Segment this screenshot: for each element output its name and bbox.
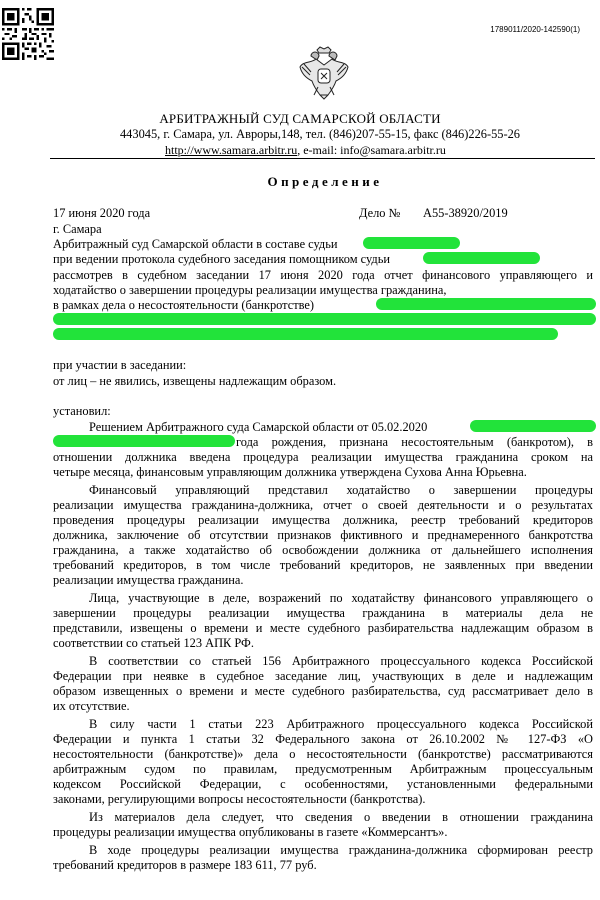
document-title: Определение [267, 174, 383, 189]
decision-date: 17 июня 2020 года [53, 206, 151, 220]
email-separator: , e-mail: [297, 143, 341, 157]
email-address[interactable]: info@samara.arbitr.ru [340, 143, 446, 157]
body-line: Лица, участвующие в деле, возражений по ходатайству финансового управляющего о [89, 591, 593, 605]
body-line: образом извещенных о времени и месте судебного разбирательства, суд рассматривает дело в [53, 684, 593, 698]
body-line: В соответствии со статьей 156 Арбитражного процессуального кодекса Российской [89, 654, 593, 668]
header-divider [50, 158, 595, 159]
body-line: кодексом Российской Федерации, с особенностями, установленными федеральными [53, 777, 593, 791]
redaction [376, 298, 596, 310]
body-line: ходатайство о завершении процедуры реализации имущества гражданина, [53, 283, 447, 297]
redaction [53, 313, 596, 325]
case-label: Дело № [359, 206, 401, 220]
body-line: завершении процедуры реализации имущества гражданина в материалы дела не [53, 606, 593, 620]
body-line: Федерации и пункта 1 статьи 32 Федерального закона от 26.10.2002 № 127-ФЗ «О [53, 732, 593, 746]
redaction [363, 237, 460, 249]
contact-line [165, 143, 446, 158]
body-line: Финансовый управляющий представил ходатайство о завершении процедуры [89, 483, 593, 497]
body-line: реализации имущества гражданина. [53, 573, 244, 587]
body-line: проведения процедуры реализации имущества должника, реестр требований кредиторов [53, 513, 593, 527]
body-line: Федерации при неявке в судебное заседание лиц, участвующих в деле и надлежащим [53, 669, 593, 683]
body-line: отношении должника введена процедура реализации имущества гражданина сроком на [53, 450, 593, 464]
body-line: их отсутствие. [53, 699, 130, 713]
body-line: законами, регулирующими вопросы несостоятельности (банкротства). [53, 792, 426, 806]
body-line: в рамках дела о несостоятельности (банкротстве) [53, 298, 315, 312]
redaction [470, 420, 596, 432]
case-number: А55-38920/2019 [423, 206, 508, 220]
redaction [423, 252, 540, 264]
established-heading: установил: [53, 404, 111, 418]
website-link[interactable]: http://www.samara.arbitr.ru [165, 143, 298, 157]
body-line: должника, заключение об отсутствии признаков фиктивного и преднамеренного банкротства [53, 528, 593, 542]
body-line: арбитражным судом по правилам, предусмотренным Арбитражным процессуальным [53, 762, 593, 776]
body-line: гражданина, а также ходатайство об освобождении должника от дальнейшего исполнения [53, 543, 593, 557]
body-line: требований кредиторов в размере 183 611, 77 руб. [53, 858, 317, 872]
redaction [53, 435, 235, 447]
body-line: представили, извещены о времени и месте судебного разбирательства надлежащим образом в [53, 621, 593, 635]
attendance-line: при участии в заседании: [53, 358, 187, 372]
coat-of-arms-icon [298, 45, 350, 101]
body-line: требований кредиторов, в том числе требований кредиторов, не заявленных при введении [53, 558, 593, 572]
body-line: Решением Арбитражного суда Самарской области от 05.02.2020 [89, 420, 428, 434]
court-name: АРБИТРАЖНЫЙ СУД САМАРСКОЙ ОБЛАСТИ [159, 111, 441, 126]
clerk-line: при ведении протокола судебного заседания помощником судьи [53, 252, 391, 266]
body-line: В ходе процедуры реализации имущества гражданина-должника сформирован реестр [89, 843, 593, 857]
attendance-line: от лиц – не явились, извещены надлежащим образом. [53, 374, 337, 388]
body-line: В силу части 1 статьи 223 Арбитражного процессуального кодекса Российской [89, 717, 593, 731]
body-line: несостоятельности (банкротстве)» дела о несостоятельности (банкротстве) рассматриваются [53, 747, 593, 761]
body-line: четыре месяца, финансовым управляющим должника утверждена Сухова Анна Юрьевна. [53, 465, 527, 479]
body-line: рассмотрев в судебном заседании 17 июня 2020 года отчет финансового управляющего и [53, 268, 593, 282]
qr-code [2, 8, 54, 60]
court-address: 443045, г. Самара, ул. Авроры,148, тел. (846)207-55-15, факс (846)226-55-26 [119, 127, 520, 141]
redaction [53, 328, 558, 340]
judge-line: Арбитражный суд Самарской области в составе судьи [53, 237, 338, 251]
document-id: 1789011/2020-142590(1) [490, 25, 580, 34]
body-line: процедуры реализации имущества опубликованы в газете «Коммерсантъ». [53, 825, 448, 839]
body-line: Из материалов дела следует, что сведения о введении в отношении гражданина [89, 810, 593, 824]
city: г. Самара [53, 222, 102, 236]
body-line: реализации имущества гражданина-должника, отчет о своей деятельности и о результатах [53, 498, 593, 512]
body-line: соответствии со статьей 123 АПК РФ. [53, 636, 254, 650]
body-line: года рождения, признана несостоятельным (банкротом), в [236, 435, 593, 449]
